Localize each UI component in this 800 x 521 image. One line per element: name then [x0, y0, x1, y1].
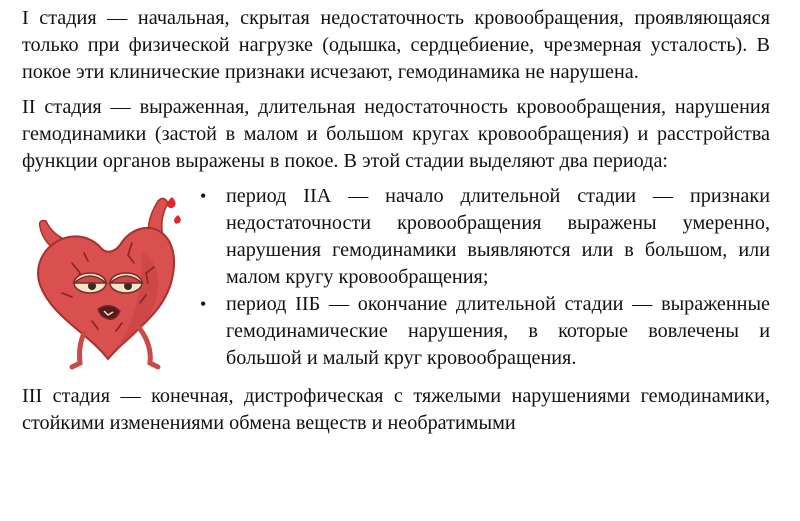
list-item [198, 183, 770, 291]
period-2a-text: период IIА — начало длительной стадии — признаки недостаточности кровообращения выражены умеренно, нарушения гемодинамики выявляются или в большом, или малом кругу кровообращения; [226, 185, 770, 288]
stage-3-paragraph: III стадия — конечная, дистрофическая с тяжелыми нарушениями гемодинамики, стойкими изменениями обмена веществ и необратимыми [22, 385, 770, 434]
blood-drop-icon [174, 215, 181, 224]
stage-2-paragraph: II стадия — выраженная, длительная недостаточность кровообращения, нарушения гемодинамики (застой в малом и большом кругах кровообращения) и расстройства функции органов выражены в покое. В этой стадии выделяют два периода: [22, 96, 770, 172]
period-list [198, 183, 770, 373]
sick-heart-icon [22, 183, 190, 373]
right-leg [140, 329, 158, 367]
left-leg [72, 333, 84, 367]
document-page [22, 5, 770, 437]
bullet-marker: • [200, 294, 207, 314]
sick-heart-illustration [22, 183, 190, 373]
list-item [198, 291, 770, 372]
stage-1-paragraph: I стадия — начальная, скрытая недостаточность кровообращения, проявляющаяся только при физической нагрузке (одышка, сердцебиение, чрезмерная усталость). В покое эти клинические признаки исчезают, гемодинамика не нарушена. [22, 7, 770, 83]
period-2b-text: период IIБ — окончание длительной стадии — выраженные гемодинамические нарушения, в которые вовлечены и большой и малый круг кровообращения. [226, 293, 770, 369]
bullet-marker: • [200, 186, 207, 206]
stage-2-periods-block [22, 183, 770, 373]
